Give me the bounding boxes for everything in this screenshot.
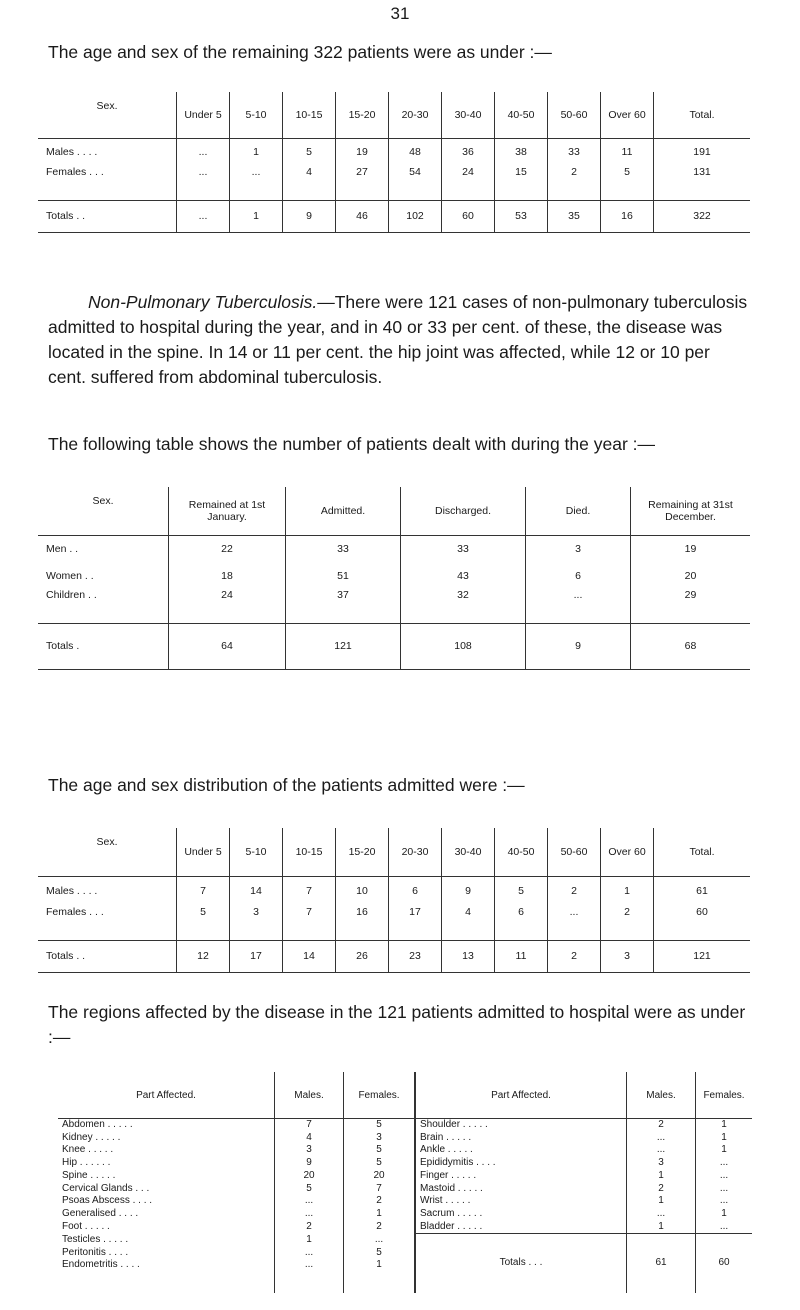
cell: 1 bbox=[627, 1195, 696, 1208]
part-label: Endometritis . . . . bbox=[62, 1259, 140, 1271]
cell: 19 bbox=[631, 535, 751, 563]
cell: 14 bbox=[283, 940, 336, 972]
cell: 36 bbox=[442, 138, 495, 166]
nonpulmonary-paragraph bbox=[48, 290, 748, 390]
part-label: Testicles . . . . . bbox=[62, 1233, 129, 1245]
col-header: 15-20 bbox=[336, 92, 389, 138]
intro-regions-affected: The regions affected by the disease in the 121 patients admitted to hospital were as under :— bbox=[48, 1002, 746, 1047]
col-header-females: Females. bbox=[344, 1072, 416, 1119]
col-header: 40-50 bbox=[495, 828, 548, 876]
row-label: Females . . . bbox=[46, 906, 104, 918]
totals-label: Totals . . . bbox=[415, 1234, 627, 1293]
table-row bbox=[58, 1208, 752, 1221]
totals-females: 60 bbox=[696, 1234, 753, 1293]
table-row bbox=[38, 589, 750, 623]
cell: ... bbox=[275, 1247, 344, 1260]
table-row bbox=[38, 138, 750, 166]
table-row bbox=[58, 1119, 752, 1132]
table-row bbox=[38, 166, 750, 200]
cell: ... bbox=[696, 1195, 753, 1208]
cell: 322 bbox=[654, 200, 751, 232]
cell: ... bbox=[344, 1234, 416, 1247]
part-label: Ankle . . . . . bbox=[415, 1144, 627, 1157]
cell: ... bbox=[627, 1144, 696, 1157]
cell: 33 bbox=[401, 535, 526, 563]
cell: 27 bbox=[336, 166, 389, 200]
cell: 33 bbox=[286, 535, 401, 563]
row-label: Totals . . bbox=[38, 940, 177, 972]
cell: 17 bbox=[389, 906, 442, 940]
col-header-females: Females. bbox=[696, 1072, 753, 1119]
cell: 1 bbox=[696, 1208, 753, 1221]
cell: 102 bbox=[389, 200, 442, 232]
row-label: Totals . bbox=[38, 623, 169, 669]
part-label: Hip . . . . . . bbox=[62, 1157, 111, 1169]
cell: 7 bbox=[283, 906, 336, 940]
cell: 191 bbox=[654, 138, 751, 166]
part-label: Spine . . . . . bbox=[62, 1169, 116, 1181]
part-label: Knee . . . . . bbox=[62, 1144, 114, 1156]
cell: ... bbox=[526, 589, 631, 623]
table-row bbox=[58, 1234, 752, 1247]
cell: 11 bbox=[601, 138, 654, 166]
cell: 11 bbox=[495, 940, 548, 972]
cell: 5 bbox=[344, 1144, 416, 1157]
part-label: Kidney . . . . . bbox=[62, 1131, 121, 1143]
col-header: 40-50 bbox=[495, 92, 548, 138]
col-header: 10-15 bbox=[283, 828, 336, 876]
col-header-males: Males. bbox=[627, 1072, 696, 1119]
cell: 60 bbox=[654, 906, 751, 940]
cell: ... bbox=[627, 1208, 696, 1221]
cell: 4 bbox=[275, 1132, 344, 1145]
cell: 64 bbox=[169, 623, 286, 669]
col-header: Under 5 bbox=[177, 92, 230, 138]
row-label: Males . . . . bbox=[46, 885, 98, 898]
col-header: 20-30 bbox=[389, 92, 442, 138]
cell: 1 bbox=[627, 1170, 696, 1183]
row-label: Children . . bbox=[46, 589, 97, 601]
cell: ... bbox=[696, 1183, 753, 1196]
table-row bbox=[58, 1170, 752, 1183]
cell: 18 bbox=[169, 563, 286, 589]
col-header-part: Part Affected. bbox=[415, 1072, 627, 1119]
cell: 5 bbox=[495, 876, 548, 906]
cell: 12 bbox=[177, 940, 230, 972]
cell: 48 bbox=[389, 138, 442, 166]
part-label: Sacrum . . . . . bbox=[415, 1208, 627, 1221]
cell: 20 bbox=[344, 1170, 416, 1183]
part-label: Cervical Glands . . . bbox=[62, 1182, 150, 1194]
cell: 3 bbox=[526, 535, 631, 563]
cell: 121 bbox=[286, 623, 401, 669]
cell: 5 bbox=[275, 1183, 344, 1196]
cell: 24 bbox=[442, 166, 495, 200]
cell: 1 bbox=[696, 1119, 753, 1132]
cell: 16 bbox=[601, 200, 654, 232]
cell: 32 bbox=[401, 589, 526, 623]
cell: 1 bbox=[696, 1132, 753, 1145]
part-label: Abdomen . . . . . bbox=[62, 1119, 133, 1130]
cell: 2 bbox=[548, 940, 601, 972]
cell: 19 bbox=[336, 138, 389, 166]
cell: 9 bbox=[283, 200, 336, 232]
cell: 4 bbox=[283, 166, 336, 200]
cell: 15 bbox=[495, 166, 548, 200]
col-header: Under 5 bbox=[177, 828, 230, 876]
cell: 5 bbox=[601, 166, 654, 200]
row-label: Males . . . . bbox=[46, 146, 98, 159]
row-label: Women . . bbox=[46, 570, 94, 582]
cell: 22 bbox=[169, 535, 286, 563]
cell: 7 bbox=[177, 876, 230, 906]
admitted-age-sex-table bbox=[38, 828, 750, 973]
cell: 2 bbox=[548, 166, 601, 200]
remaining-age-sex-table bbox=[38, 92, 750, 233]
cell: 29 bbox=[631, 589, 751, 623]
part-label: Shoulder . . . . . bbox=[415, 1119, 627, 1132]
col-header: Remaining at 31st December. bbox=[631, 487, 751, 535]
cell: 2 bbox=[344, 1221, 416, 1234]
cell: 5 bbox=[283, 138, 336, 166]
cell: 20 bbox=[275, 1170, 344, 1183]
col-header: Over 60 bbox=[601, 828, 654, 876]
cell: ... bbox=[696, 1157, 753, 1170]
cell: 35 bbox=[548, 200, 601, 232]
intro-remaining-patients: The age and sex of the remaining 322 patients were as under :— bbox=[48, 42, 552, 62]
col-header: 30-40 bbox=[442, 828, 495, 876]
cell: ... bbox=[696, 1221, 753, 1234]
col-header: 10-15 bbox=[283, 92, 336, 138]
cell: 68 bbox=[631, 623, 751, 669]
col-header: 5-10 bbox=[230, 828, 283, 876]
cell: 53 bbox=[495, 200, 548, 232]
col-header-total: Total. bbox=[654, 828, 751, 876]
row-label: Men . . bbox=[46, 543, 79, 556]
cell: 14 bbox=[230, 876, 283, 906]
col-header: Admitted. bbox=[286, 487, 401, 535]
cell: 9 bbox=[442, 876, 495, 906]
cell: 6 bbox=[526, 563, 631, 589]
cell: 54 bbox=[389, 166, 442, 200]
col-header-total: Total. bbox=[654, 92, 751, 138]
table-row bbox=[38, 563, 750, 589]
cell: 7 bbox=[283, 876, 336, 906]
part-label: Foot . . . . . bbox=[62, 1220, 110, 1232]
cell: 1 bbox=[275, 1234, 344, 1247]
cell: 20 bbox=[631, 563, 751, 589]
cell: 24 bbox=[169, 589, 286, 623]
cell: 1 bbox=[696, 1144, 753, 1157]
cell: 7 bbox=[344, 1183, 416, 1196]
col-header: 30-40 bbox=[442, 92, 495, 138]
cell: 38 bbox=[495, 138, 548, 166]
cell: ... bbox=[177, 166, 230, 200]
cell: 2 bbox=[601, 906, 654, 940]
cell: 2 bbox=[344, 1195, 416, 1208]
col-header-males: Males. bbox=[275, 1072, 344, 1119]
cell: 1 bbox=[601, 876, 654, 906]
col-header-sex: Sex. bbox=[38, 487, 169, 535]
cell: ... bbox=[275, 1208, 344, 1221]
table-row bbox=[58, 1195, 752, 1208]
intro-age-sex-admitted: The age and sex distribution of the patients admitted were :— bbox=[48, 775, 525, 795]
cell: 7 bbox=[275, 1119, 344, 1132]
part-label: Wrist . . . . . bbox=[415, 1195, 627, 1208]
cell: ... bbox=[548, 906, 601, 940]
totals-row bbox=[38, 623, 750, 669]
patients-dealt-table bbox=[38, 487, 750, 670]
table-row bbox=[38, 906, 750, 940]
page-number: 31 bbox=[390, 4, 410, 23]
cell: 3 bbox=[601, 940, 654, 972]
row-label: Totals . . bbox=[38, 200, 177, 232]
table-row bbox=[58, 1183, 752, 1196]
cell: 2 bbox=[275, 1221, 344, 1234]
cell: 61 bbox=[654, 876, 751, 906]
cell: 1 bbox=[344, 1208, 416, 1221]
part-label: Psoas Abscess . . . . bbox=[62, 1195, 153, 1207]
col-header: 5-10 bbox=[230, 92, 283, 138]
cell: 17 bbox=[230, 940, 283, 972]
cell: 46 bbox=[336, 200, 389, 232]
cell: ... bbox=[177, 200, 230, 232]
cell: ... bbox=[230, 166, 283, 200]
cell: 6 bbox=[495, 906, 548, 940]
table-row bbox=[58, 1221, 752, 1234]
cell: 3 bbox=[230, 906, 283, 940]
part-label: Finger . . . . . bbox=[415, 1170, 627, 1183]
part-label: Epididymitis . . . . bbox=[415, 1157, 627, 1170]
row-label: Females . . . bbox=[46, 166, 104, 178]
cell: ... bbox=[275, 1259, 344, 1293]
cell: 10 bbox=[336, 876, 389, 906]
col-header: Died. bbox=[526, 487, 631, 535]
cell: 13 bbox=[442, 940, 495, 972]
cell: 9 bbox=[275, 1157, 344, 1170]
col-header-sex: Sex. bbox=[38, 828, 177, 876]
cell: 1 bbox=[230, 200, 283, 232]
table-row bbox=[38, 876, 750, 906]
cell: 2 bbox=[627, 1119, 696, 1132]
cell: 23 bbox=[389, 940, 442, 972]
col-header: 20-30 bbox=[389, 828, 442, 876]
table-row bbox=[38, 535, 750, 563]
cell: 5 bbox=[344, 1247, 416, 1260]
cell: ... bbox=[627, 1132, 696, 1145]
cell: 3 bbox=[275, 1144, 344, 1157]
col-header: 50-60 bbox=[548, 828, 601, 876]
cell: ... bbox=[275, 1195, 344, 1208]
cell: 1 bbox=[344, 1259, 416, 1293]
cell: 16 bbox=[336, 906, 389, 940]
cell: 60 bbox=[442, 200, 495, 232]
cell: 1 bbox=[627, 1221, 696, 1234]
cell: 5 bbox=[344, 1157, 416, 1170]
cell: 9 bbox=[526, 623, 631, 669]
cell: 26 bbox=[336, 940, 389, 972]
col-header: Remained at 1st January. bbox=[169, 487, 286, 535]
col-header: Over 60 bbox=[601, 92, 654, 138]
cell: 4 bbox=[442, 906, 495, 940]
cell: 3 bbox=[344, 1132, 416, 1145]
cell: 33 bbox=[548, 138, 601, 166]
cell: 3 bbox=[627, 1157, 696, 1170]
table-row bbox=[58, 1132, 752, 1145]
cell: 108 bbox=[401, 623, 526, 669]
totals-row bbox=[38, 200, 750, 232]
cell: 43 bbox=[401, 563, 526, 589]
cell: 2 bbox=[627, 1183, 696, 1196]
intro-patients-dealt: The following table shows the number of patients dealt with during the year :— bbox=[48, 434, 656, 454]
cell: 5 bbox=[344, 1119, 416, 1132]
paragraph-text: —There were 121 cases of non-pulmonary tuberculosis admitted to hospital during the year, and in 40 or 33 per cent. of these, the disease was located in the spine. In 14 or 11 per cent. the hip joint was affected, while 12 or 10 per cent. suffered from abdominal tuberculosis. bbox=[48, 292, 748, 387]
col-header: 50-60 bbox=[548, 92, 601, 138]
part-label: Peritonitis . . . . bbox=[62, 1246, 129, 1258]
col-header-part: Part Affected. bbox=[58, 1072, 275, 1119]
part-label: Mastoid . . . . . bbox=[415, 1183, 627, 1196]
cell: 6 bbox=[389, 876, 442, 906]
cell: ... bbox=[177, 138, 230, 166]
cell: 51 bbox=[286, 563, 401, 589]
col-header-sex: Sex. bbox=[38, 92, 177, 138]
part-label: Generalised . . . . bbox=[62, 1207, 139, 1219]
totals-males: 61 bbox=[627, 1234, 696, 1293]
part-label: Bladder . . . . . bbox=[415, 1221, 627, 1234]
cell: ... bbox=[696, 1170, 753, 1183]
cell: 121 bbox=[654, 940, 751, 972]
totals-row bbox=[38, 940, 750, 972]
cell: 2 bbox=[548, 876, 601, 906]
part-label: Brain . . . . . bbox=[415, 1132, 627, 1145]
section-heading: Non-Pulmonary Tuberculosis. bbox=[88, 292, 318, 312]
col-header: Discharged. bbox=[401, 487, 526, 535]
table-row bbox=[58, 1157, 752, 1170]
col-header: 15-20 bbox=[336, 828, 389, 876]
cell: 1 bbox=[230, 138, 283, 166]
table-row bbox=[58, 1144, 752, 1157]
cell: 37 bbox=[286, 589, 401, 623]
cell: 5 bbox=[177, 906, 230, 940]
cell: 131 bbox=[654, 166, 751, 200]
regions-affected-table bbox=[58, 1072, 752, 1293]
